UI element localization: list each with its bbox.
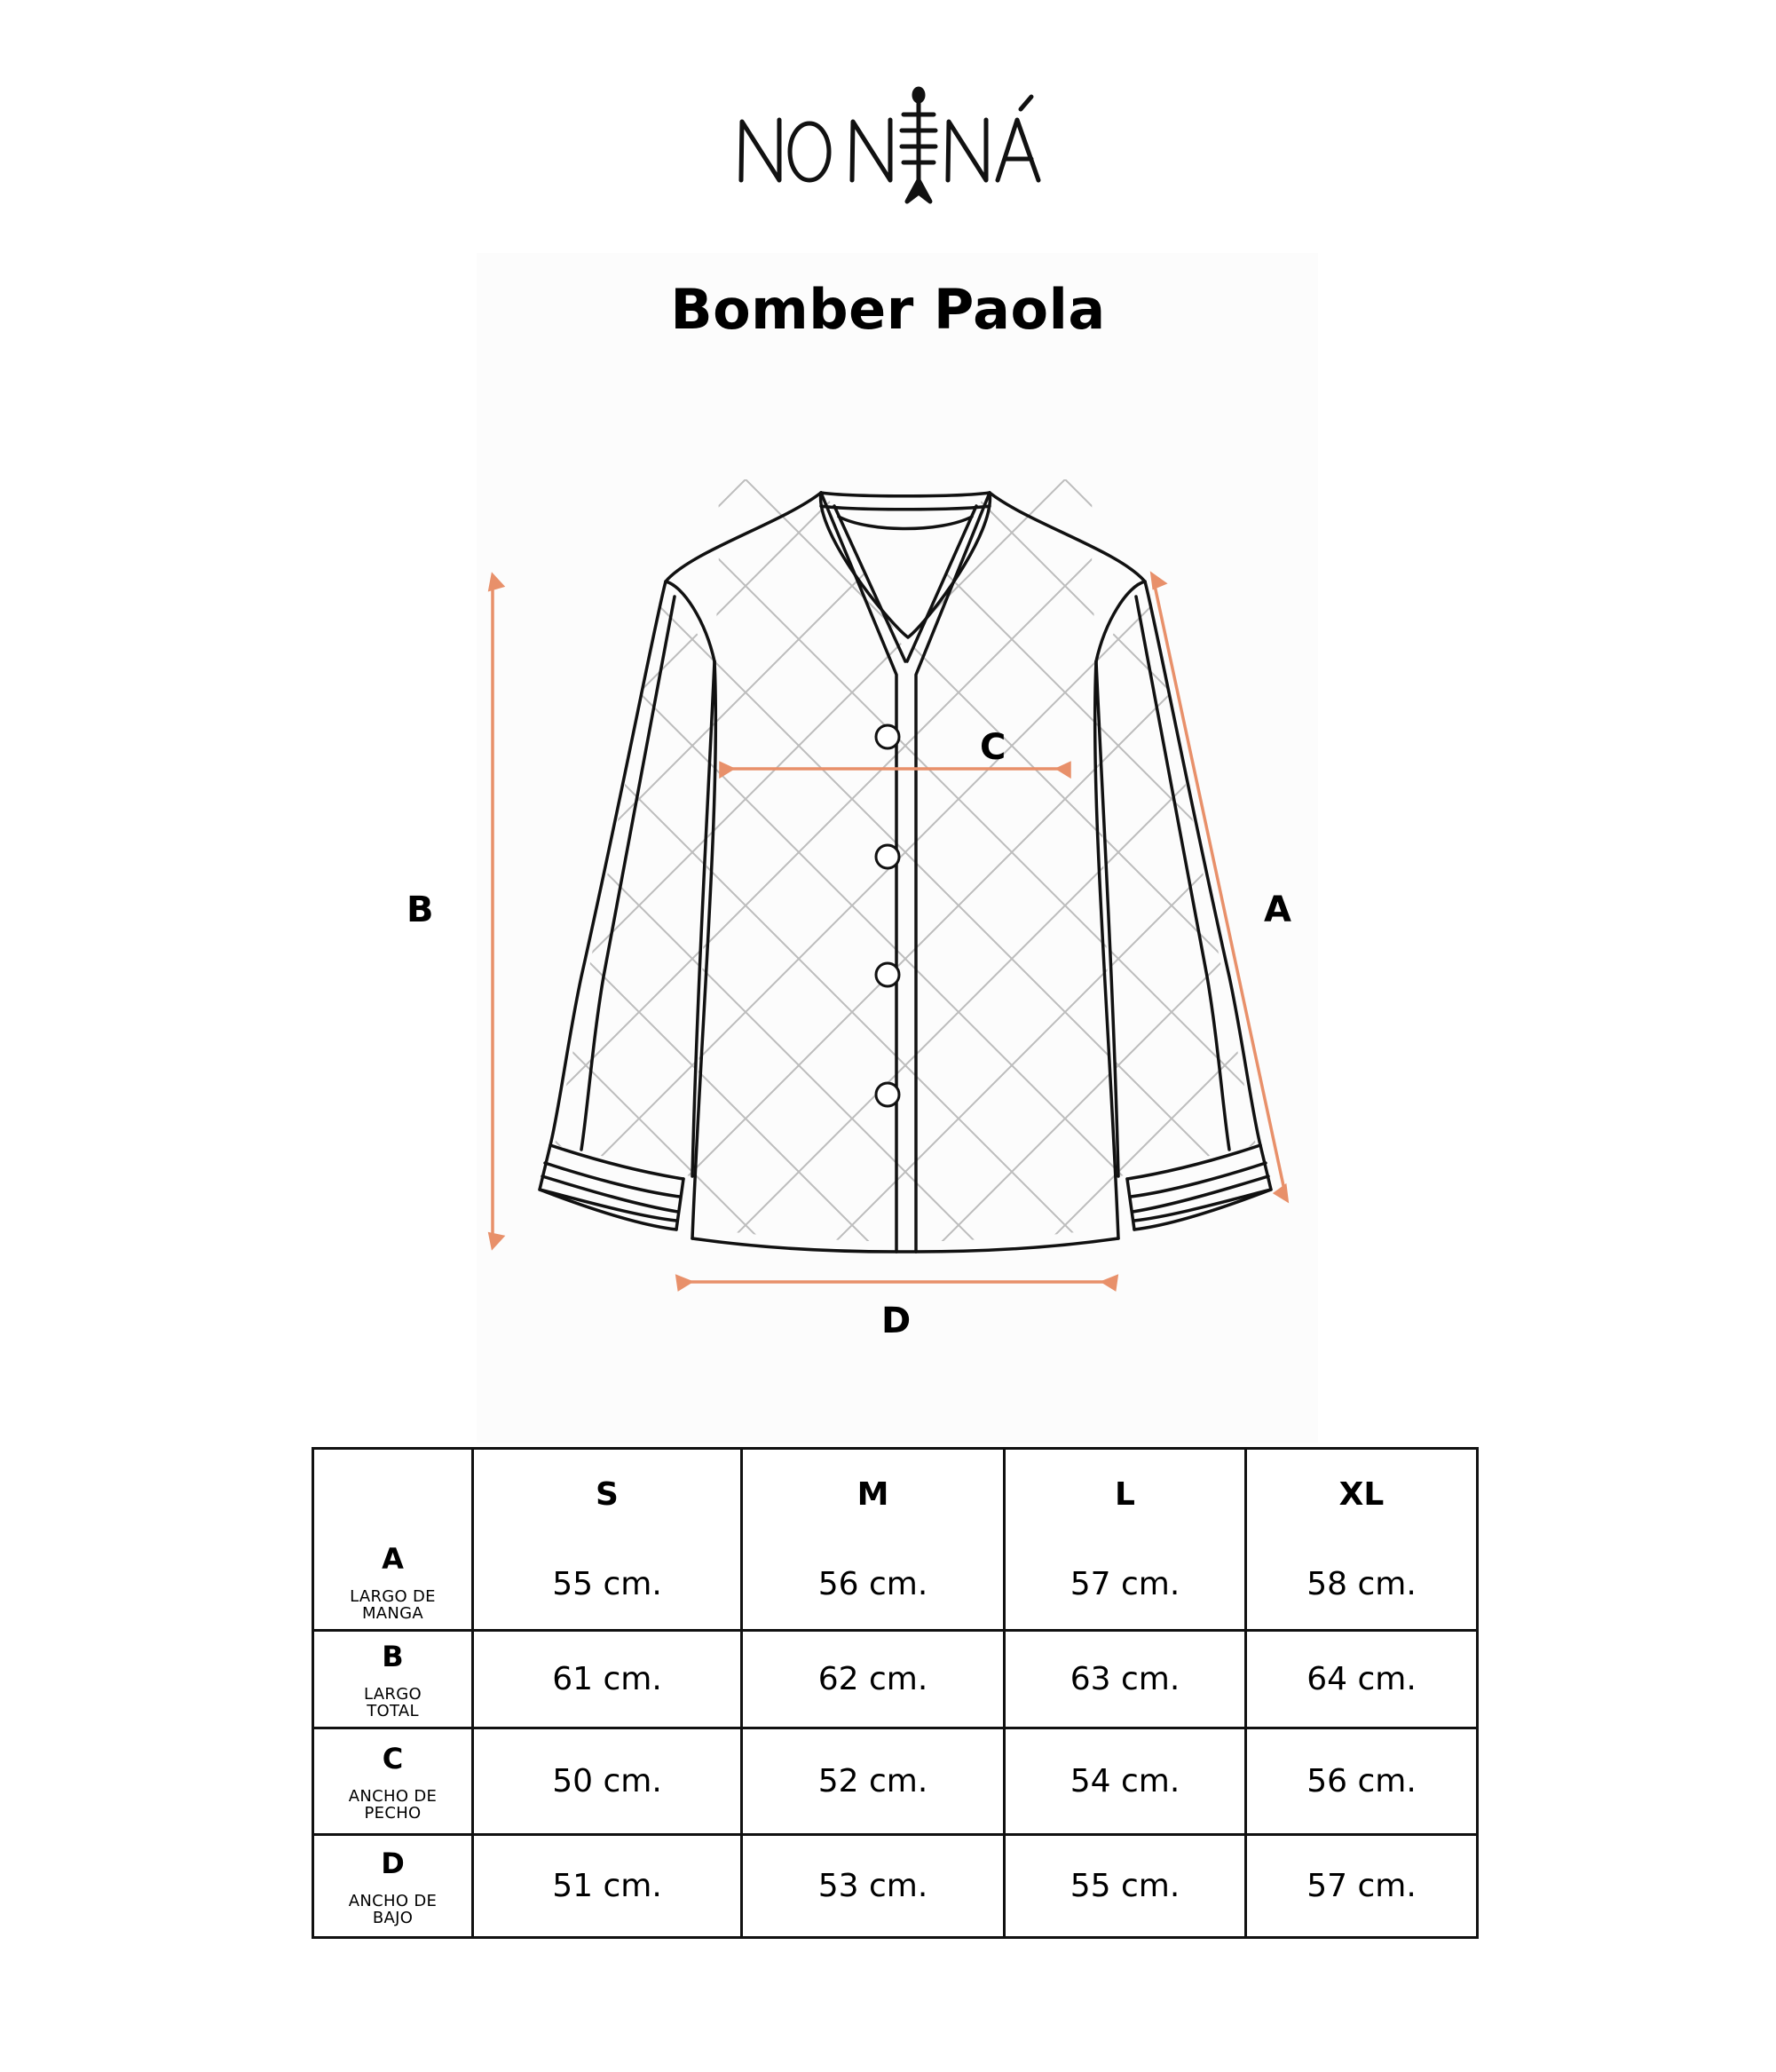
table-cell: L 57 cm. [1005,1449,1246,1631]
label-b: B [407,890,434,930]
size-header: S [596,1476,619,1513]
button-icon [876,845,899,868]
table-cell: 53 cm. [742,1835,1005,1938]
button-icon [876,963,899,986]
size-header: L [1115,1476,1135,1513]
size-header: XL [1338,1476,1385,1513]
table-cell: 56 cm. [1246,1728,1478,1835]
row-desc: ANCHO DE PECHO [348,1786,438,1823]
table-cell: 64 cm. [1246,1631,1478,1728]
row-key: D [381,1846,405,1880]
quilt-pattern [541,479,1269,1252]
table-cell: S 55 cm. [473,1449,742,1631]
table-cell: XL 58 cm. [1246,1449,1478,1631]
table-cell: 51 cm. [473,1835,742,1938]
table-row [313,1728,1478,1835]
measure-line-b [490,575,502,1247]
size-chart-table [312,1447,1479,1939]
table-row [313,1835,1478,1938]
row-header-cell [313,1449,473,1631]
row-header-cell [313,1835,473,1938]
measure-line-d [677,1277,1117,1289]
table-cell: 52 cm. [742,1728,1005,1835]
table-cell: 54 cm. [1005,1728,1246,1835]
row-key: C [382,1741,404,1775]
row-header-cell [313,1631,473,1728]
table-cell: 63 cm. [1005,1631,1246,1728]
table-cell: 57 cm. [1246,1835,1478,1938]
label-c: C [980,727,1006,768]
table-cell: 61 cm. [473,1631,742,1728]
table-row [313,1449,1478,1631]
table-row [313,1631,1478,1728]
label-d: D [881,1301,912,1341]
button-icon [876,725,899,748]
size-header: M [856,1476,889,1513]
row-header-cell [313,1728,473,1835]
page-title: Bomber Paola [670,277,1106,342]
row-desc: LARGO DE MANGA [350,1586,436,1623]
row-key: B [382,1639,404,1673]
table-cell: M 56 cm. [742,1449,1005,1631]
label-a: A [1264,890,1291,930]
row-desc: LARGO TOTAL [364,1684,422,1720]
row-desc: ANCHO DE BAJO [348,1891,438,1927]
table-cell: 50 cm. [473,1728,742,1835]
table-cell: 62 cm. [742,1631,1005,1728]
table-cell: 55 cm. [1005,1835,1246,1938]
button-icon [876,1083,899,1106]
row-key: A [382,1541,404,1576]
